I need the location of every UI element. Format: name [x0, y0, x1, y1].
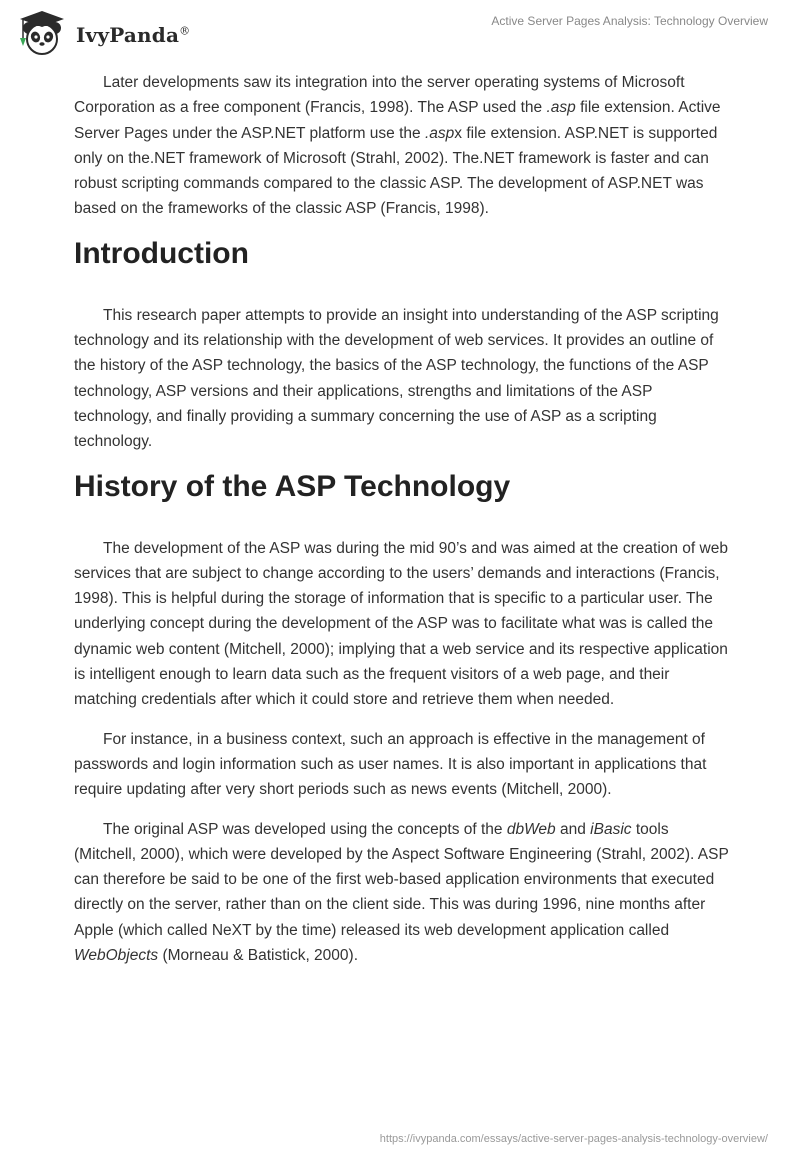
source-url[interactable]: https://ivypanda.com/essays/active-server-pages-analysis-technology-overview/ — [379, 1133, 768, 1145]
paragraph-asp-net: Later developments saw its integration into the server operating systems of Microsoft Corporation as a free component (Francis, 1998). The ASP used the .asp file extension. Active Server Pages under the ASP.NET platform use the .aspx file extension. ASP.NET is supported only on the.NET framework of Microsoft (Strahl, 2002). The.NET framework is faster and can robust scripting commands compared to the classic ASP. The development of ASP.NET was based on the frameworks of the classic ASP (Francis, 1998). — [74, 74, 721, 218]
article-body — [74, 70, 734, 982]
heading-history: History of the ASP Technology — [74, 469, 511, 503]
paragraph-introduction: This research paper attempts to provide an insight into understanding of the ASP scripting technology and its relationship with the development of web services. It provides an outline of the history of the ASP technology, the basics of the ASP technology, the functions of the ASP technology, ASP versions and their applications, strengths and limitations of the ASP technology, and finally providing a summary concerning the use of ASP as a scripting technology. — [74, 306, 719, 451]
heading-introduction: Introduction — [74, 236, 249, 270]
paragraph-history-1: The development of the ASP was during the mid 90’s and was aimed at the creation of web services that are subject to change according to the users’ demands and interactions (Francis, 1998). This is helpful during the storage of information that is specific to a particular user. The underlying concept during the development of the ASP was to facilitate what was is called the dynamic web content (Mitchell, 2000); implying that a web service and its respective application is intelligent enough to learn data such as the frequent visitors of a web page, and their matching credentials after which it could store and retrieve them when needed. — [74, 539, 728, 709]
panda-graduate-icon — [14, 8, 70, 58]
paragraph-history-2: For instance, in a business context, such an approach is effective in the management of passwords and login information such as user names. It is also important in applications that require updating after very short periods such as news events (Mitchell, 2000). — [74, 730, 707, 799]
document-title: Active Server Pages Analysis: Technology Overview — [491, 14, 768, 28]
logo[interactable] — [14, 8, 190, 58]
paragraph-history-3: The original ASP was developed using the concepts of the dbWeb and iBasic tools (Mitchell, 2000), which were developed by the Aspect Software Engineering (Strahl, 2002). ASP can therefore be said to be one of the first web-based application environments that executed directly on the server, rather than on the client side. This was during 1996, nine months after Apple (which called NeXT by the time) released its web development application called WebObjects (Morneau & Batistick, 2000). — [74, 820, 729, 965]
brand-name: IvyPanda® — [76, 23, 191, 47]
